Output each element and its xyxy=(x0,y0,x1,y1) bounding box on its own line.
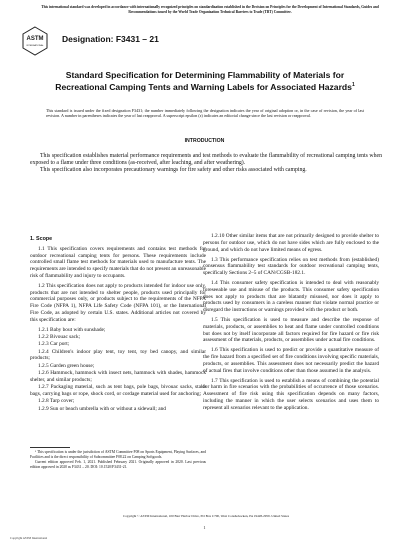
designation: Designation: F3431 – 21 xyxy=(62,34,159,44)
scope-heading: 1. Scope xyxy=(30,236,53,242)
list-item: 1.2.6 Hammock, hammock with insect nets, hammock with shades, hammock shelter, and similar products; xyxy=(30,370,206,383)
title-footnote-marker[interactable]: 1 xyxy=(351,82,355,89)
document-title xyxy=(40,70,370,93)
intro-paragraph: This specification establishes material performance requirements and test methods to evaluate the flammability of recreational camping tents when exposed to a flame under three conditions (as-received, after leaching, and after weathering). xyxy=(30,153,382,166)
list-item: 1.2.8 Tarp cover; xyxy=(38,398,75,405)
paragraph: 1.2 This specification does not apply to products intended for indoor use only, products that are not intended to shelter people, products used principally for commercial purposes only, or products subject to the requirements of the NFPA Fire Code (NFPA 1), NFPA Life Safety Code (NFPA 101), or the International Fire Code, as adopted by certain U.S. states. Additional articles not covered by this specification are: xyxy=(30,282,206,323)
right-column xyxy=(203,233,379,415)
issue-note: This standard is issued under the fixed designation F3431; the number immediately following the designation indicates the year of original adoption or, in the case of revision, the year of last revision. A number in parentheses indicates the year of last reapproval. A superscript epsilon (ε) indicates an editorial change since the last revision or reapproval. xyxy=(46,108,364,119)
introduction xyxy=(30,153,382,174)
paragraph: 1.6 This specification is used to predict or provide a quantitative measure of the fire hazard from a specified set of fire conditions involving specific materials, products, or assemblies. This assessment does not necessarily predict the hazard of actual fires that involve conditions other than those assumed in the analysis. xyxy=(203,347,379,374)
astm-logo xyxy=(22,26,48,56)
wto-notice: This international standard was developed in accordance with internationally recognized principles on standardization established in the Decision on Principles for the Development of International Standards, Guides and Recommendations issued by the World Trade Organization Technical Barriers to Trade (TBT) Committee. xyxy=(41,5,379,14)
list-item: 1.2.7 Packaging material, such as tent bags, pole bags, bivouac sacks, stake bags, carrying bags or rope, shock cord, or cordage material used for anchoring; xyxy=(30,384,206,397)
page-number: 1 xyxy=(203,525,206,530)
left-column xyxy=(30,236,206,413)
list-item: 1.2.2 Bivouac sack; xyxy=(38,333,81,340)
footnote: Current edition approved Feb. 1, 2021. Published February 2021. Originally approved in 2020. Last previous edition approved in 2020 as F3431 – 20. DOI: 10.1520/F3431-21. xyxy=(30,460,206,470)
list-item: 1.2.1 Baby bout with sunshade; xyxy=(38,326,106,333)
list-item: 1.2.5 Garden green house; xyxy=(38,362,95,369)
paragraph: 1.3 This performance specification relies on test methods from (established) consensus flammability test standards for outdoor recreational camping tents, specifically Sections 2–5 of CAN/CGSB-182.1. xyxy=(203,256,379,277)
svg-text:ASTM: ASTM xyxy=(26,36,44,42)
title-text: Standard Specification for Determining Flammability of Materials for Recreational Camping Tents and Warning Labels for Associated Hazards xyxy=(55,70,352,93)
footnotes xyxy=(30,450,206,471)
footnote-divider xyxy=(30,447,70,448)
list-item: 1.2.9 Sun or beach umbrella with or without a sidewall; and xyxy=(38,405,166,412)
svg-text:INTERNATIONAL: INTERNATIONAL xyxy=(26,45,44,47)
paragraph: 1.4 This consumer safety specification is intended to deal with reasonably foreseeable use and misuse of the products. This consumer safety specification does not apply to products that are blatantly misused, nor does it apply to products used by consumers in a careless manner that violate normal practice or disregard the instructions or warnings provided with the product or both. xyxy=(203,280,379,314)
download-stamp: Copyright ASTM International xyxy=(10,536,48,540)
copyright-line: Copyright © ASTM International, 100 Barr Harbor Drive, PO Box C700, West Conshohocken, PA 19428-2959. United States xyxy=(122,514,290,518)
paragraph: 1.1 This specification covers requirements and contains test methods for outdoor recreational camping tents for persons. These requirements include controlled small flame test methods for materials used to manufacture tents. The requirements are intended to specify materials that do not present an unreasonable risk of flammability and injury to occupants. xyxy=(30,245,206,279)
list-item: 1.2.3 Car port; xyxy=(38,341,70,348)
intro-paragraph: This specification also incorporates precautionary warnings for fire safety and other risks associated with camping. xyxy=(40,167,307,173)
paragraph: 1.2.10 Other similar items that are not primarily designed to provide shelter to persons for outdoor use, which do not have sides which are fully enclosed to the ground, and which do not have limited means of egress. xyxy=(203,233,379,253)
list-item: 1.2.4 Children's indoor play tent, toy tent, toy bed canopy, and similar products; xyxy=(30,348,206,362)
footnote: ¹ This specification is under the jurisdiction of ASTM Committee F08 on Sports Equipment, Playing Surfaces, and Facilities and is the direct responsibility of Subcommittee F08.22 on Camping Softgoods. xyxy=(30,450,206,459)
introduction-heading: INTRODUCTION xyxy=(184,138,225,144)
paragraph: 1.5 This specification is used to measure and describe the response of materials, products, or assemblies to heat and flame under controlled conditions but does not by itself incorporate all factors required for fire hazard or fire risk assessment of the materials, products, or assemblies under actual fire conditions. xyxy=(203,317,379,344)
paragraph: 1.7 This specification is used to establish a means of combining the potential for harm in fire scenarios with the probabilities of occurrence of those scenarios. Assessment of fire risk using this specification depends on many factors, including the manner in which the user selects scenarios and uses them to represent all scenarios relevant to the application. xyxy=(203,377,379,411)
